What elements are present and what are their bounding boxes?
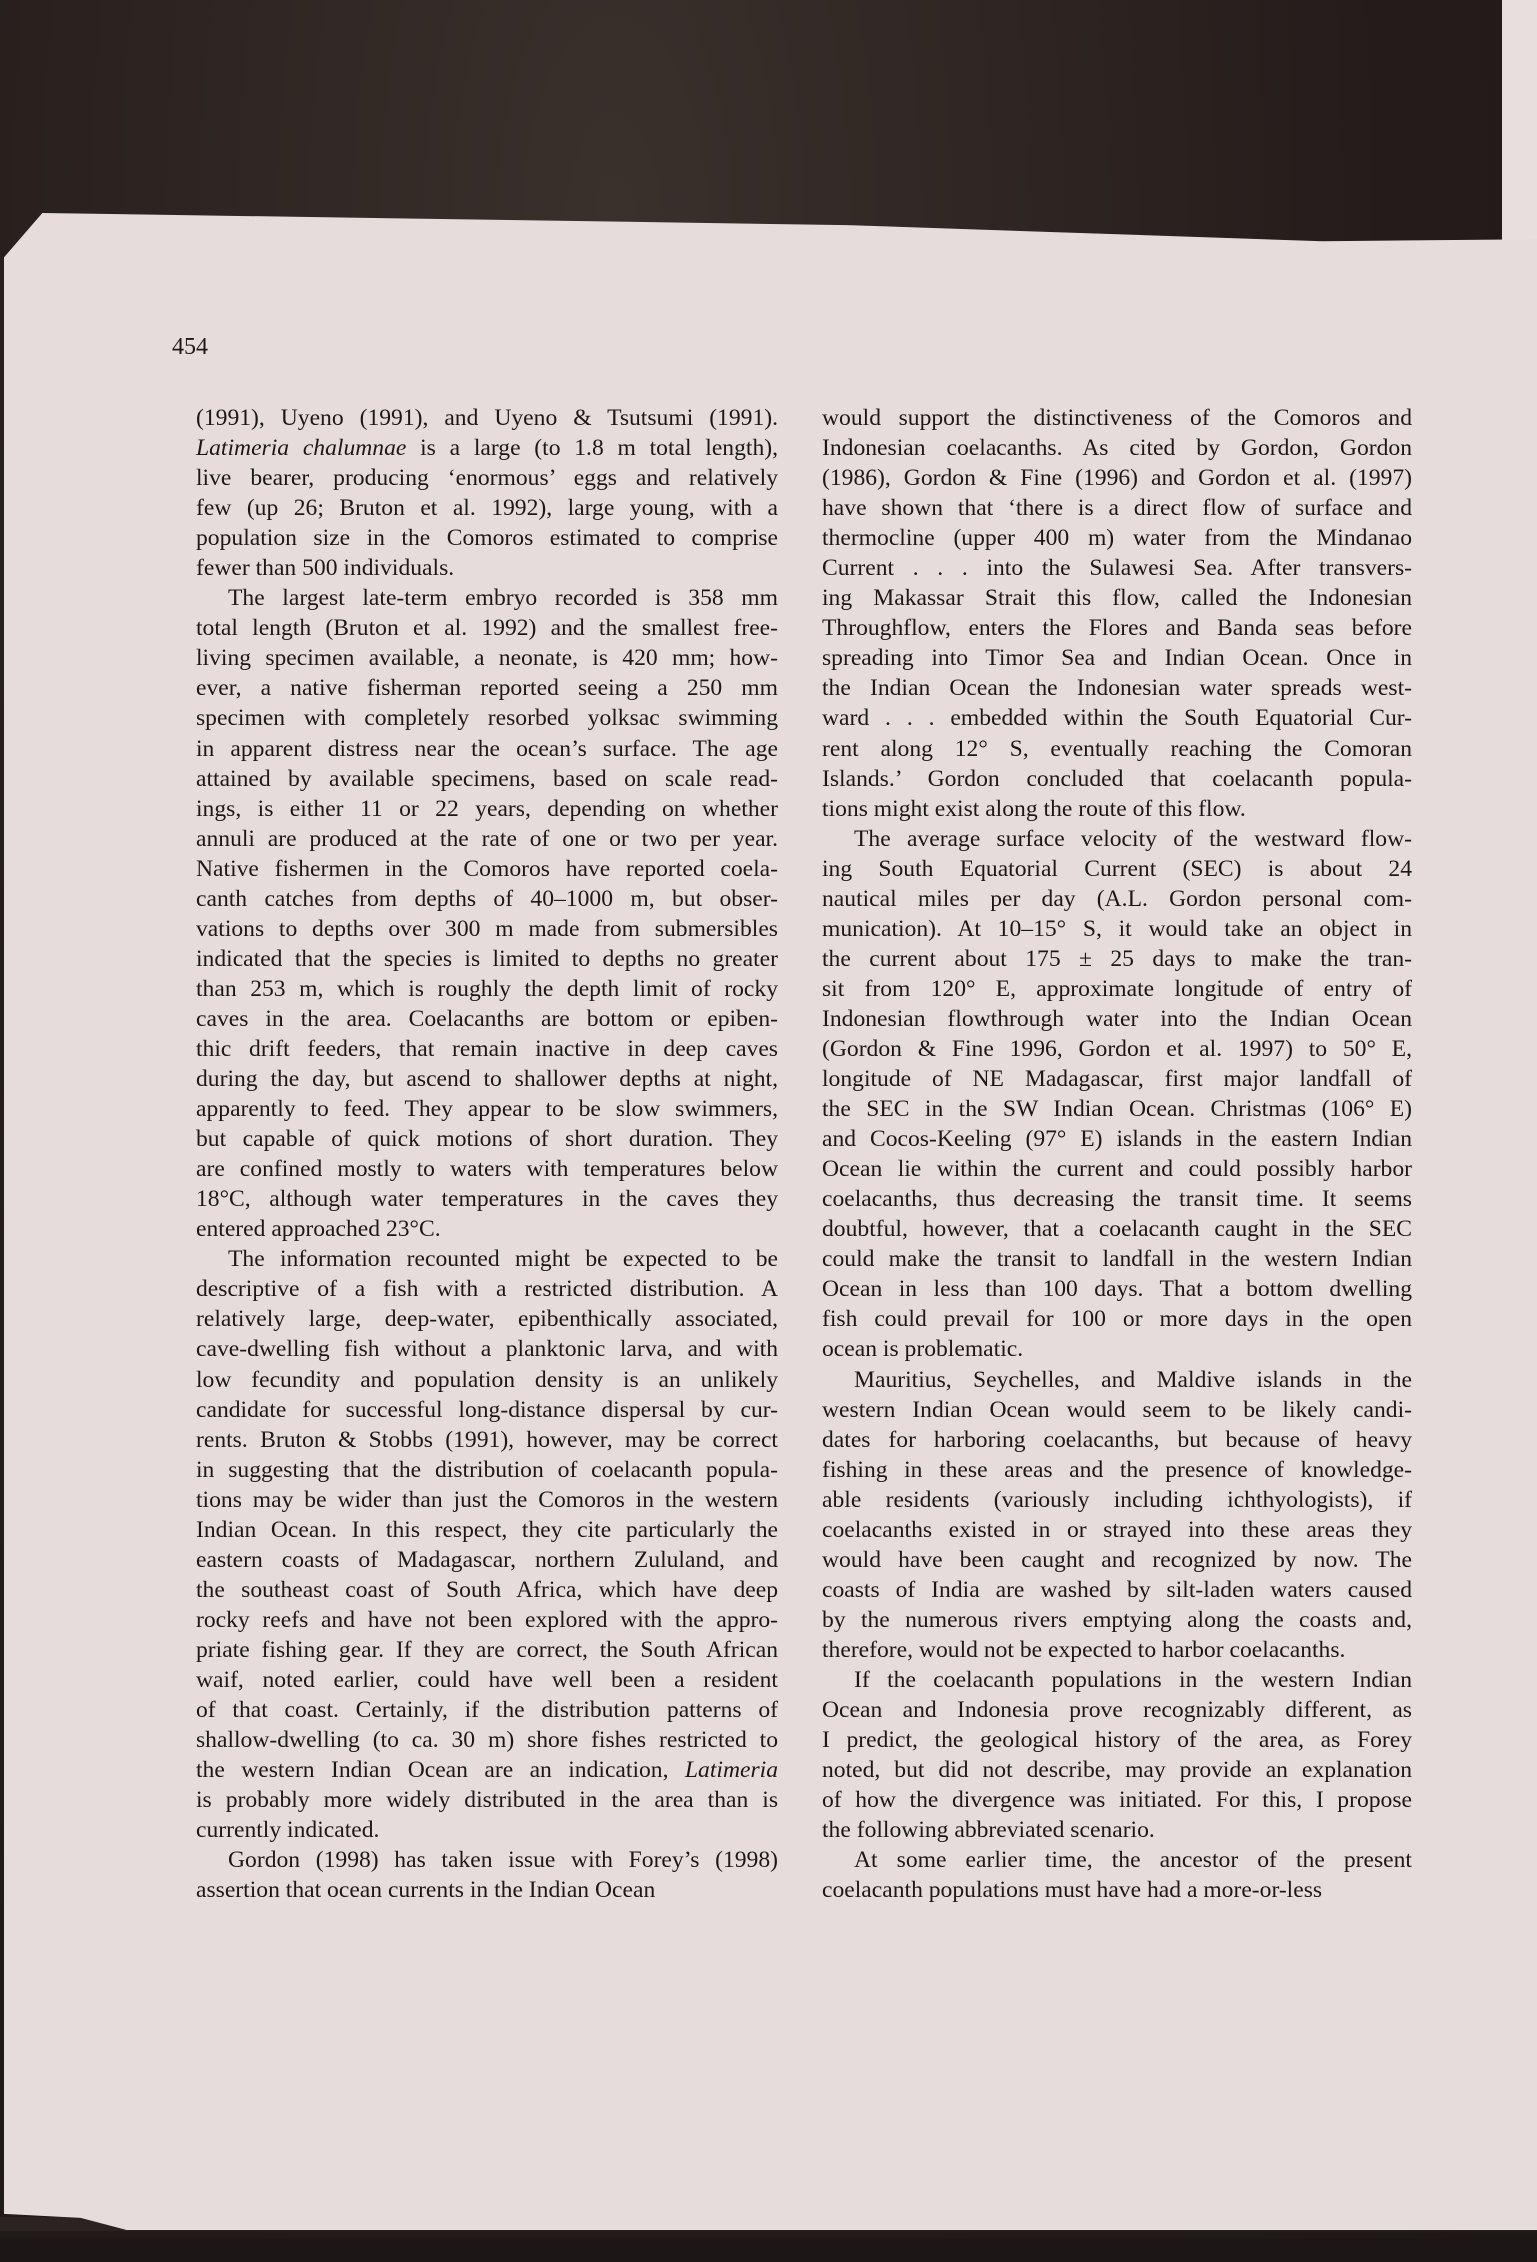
text-line: therefore, would not be expected to harbor coelacanths. [822,1636,1346,1663]
paragraph [822,1665,1412,1845]
text-line: Indonesian flowthrough water into the Indian Ocean [822,1005,1412,1032]
text-line: descriptive of a fish with a restricted distribution. A [196,1276,778,1303]
left-column [196,403,778,1905]
right-column [822,403,1412,1905]
text-line: thic drift feeders, that remain inactive in deep caves [196,1035,778,1062]
text-line [196,1755,778,1785]
text-line: coelacanths, thus decreasing the transit time. It seems [822,1186,1412,1213]
text-line: total length (Bruton et al. 1992) and the smallest free- [196,615,778,642]
text-line: by the numerous rivers emptying along the coasts and, [822,1606,1412,1633]
text-line: of that coast. Certainly, if the distribution patterns of [196,1697,778,1724]
text-line: specimen with completely resorbed yolksac swimming [196,705,778,732]
text-line: ocean is problematic. [822,1336,1024,1363]
text-line: Ocean lie within the current and could possibly harbor [822,1156,1412,1183]
text-line: fewer than 500 individuals. [196,555,455,582]
text-line: candidate for successful long-distance dispersal by cur- [196,1396,778,1423]
text-line: priate fishing gear. If they are correct, the South African [196,1636,778,1663]
text-line: If the coelacanth populations in the western Indian [854,1666,1412,1693]
text-line: able residents (variously including ichthyologists), if [822,1486,1412,1513]
text-line: fishing in these areas and the presence of knowledge- [822,1456,1412,1483]
text-line: are confined mostly to waters with temperatures below [196,1156,778,1183]
text-line: Islands.’ Gordon concluded that coelacanth popula- [822,765,1412,792]
text-line: low fecundity and population density is an unlikely [196,1366,778,1393]
text-line: rent along 12° S, eventually reaching the Comoran [822,735,1412,762]
text-line: the SEC in the SW Indian Ocean. Christmas (106° E) [822,1096,1412,1123]
text-line: would support the distinctiveness of the Comoros and [822,405,1412,431]
text-line: (Gordon & Fine 1996, Gordon et al. 1997) to 50° E, [822,1035,1412,1062]
text-line: few (up 26; Bruton et al. 1992), large young, with a [196,495,778,522]
paragraph [196,403,778,583]
text-line: have shown that ‘there is a direct flow of surface and [822,495,1412,522]
text-line: Throughflow, enters the Flores and Banda seas before [822,615,1412,642]
text-line: is probably more widely distributed in the area than is [196,1787,778,1814]
text-line: Ocean and Indonesia prove recognizably different, as [822,1697,1412,1724]
text-line: ing South Equatorial Current (SEC) is about 24 [822,855,1412,882]
text-line: the Indian Ocean the Indonesian water spreads west- [822,675,1412,702]
text-line: relatively large, deep-water, epibenthically associated, [196,1306,778,1333]
text-line: ever, a native fisherman reported seeing a 250 mm [196,675,778,702]
text-line: fish could prevail for 100 or more days in the open [822,1306,1412,1333]
paragraph [822,824,1412,1365]
text-line: the southeast coast of South Africa, which have deep [196,1576,778,1603]
text-line: in suggesting that the distribution of coelacanth popula- [196,1456,778,1483]
text-line: shallow-dwelling (to ca. 30 m) shore fishes restricted to [196,1727,778,1754]
text-line: doubtful, however, that a coelacanth caught in the SEC [822,1216,1412,1243]
text-line: annuli are produced at the rate of one or two per year. [196,825,778,852]
text-line: eastern coasts of Madagascar, northern Zululand, and [196,1546,778,1573]
text-line: nautical miles per day (A.L. Gordon personal com- [822,885,1412,912]
text-line: dates for harboring coelacanths, but because of heavy [822,1426,1412,1453]
paragraph [822,403,1412,824]
text-line: (1991), Uyeno (1991), and Uyeno & Tsutsumi (1991). [196,405,778,431]
paragraph [822,1365,1412,1665]
text-line: Indian Ocean. In this respect, they cite particularly the [196,1516,778,1543]
page-number: 454 [172,334,208,360]
text-line: (1986), Gordon & Fine (1996) and Gordon et al. (1997) [822,465,1412,492]
paragraph [196,1244,778,1845]
adjacent-page-edge [1502,0,1537,250]
paragraph [196,583,778,1244]
text-line: western Indian Ocean would seem to be likely candi- [822,1396,1412,1423]
text-line: sit from 120° E, approximate longitude of entry of [822,975,1412,1002]
text-line: than 253 m, which is roughly the depth limit of rocky [196,975,778,1002]
text-line: assertion that ocean currents in the Indian Ocean [196,1877,656,1904]
text-line: 18°C, although water temperatures in the caves they [196,1186,778,1213]
text-line: live bearer, producing ‘enormous’ eggs and relatively [196,465,778,492]
text-line: tions might exist along the route of this flow. [822,795,1246,822]
text-line: Native fishermen in the Comoros have reported coela- [196,855,778,882]
text-line: the current about 175 ± 25 days to make the tran- [822,945,1412,972]
text-line: vations to depths over 300 m made from submersibles [196,915,778,942]
text-line: I predict, the geological history of the area, as Forey [822,1727,1412,1754]
text-line: The largest late-term embryo recorded is 358 mm [228,585,778,612]
text-line: apparently to feed. They appear to be slow swimmers, [196,1096,778,1123]
text-line: thermocline (upper 400 m) water from the Mindanao [822,525,1412,552]
paragraph [196,1845,778,1905]
text-line: population size in the Comoros estimated to comprise [196,525,778,552]
text-line: waif, noted earlier, could have well been a resident [196,1666,778,1693]
text-line: indicated that the species is limited to depths no greater [196,945,778,972]
text-line: currently indicated. [196,1817,380,1844]
text-line: longitude of NE Madagascar, first major landfall of [822,1066,1412,1093]
text-line [196,433,778,463]
text-line: could make the transit to landfall in the western Indian [822,1246,1412,1273]
text-line: the following abbreviated scenario. [822,1817,1155,1844]
text-line: At some earlier time, the ancestor of the present [854,1847,1412,1874]
text-line: in apparent distress near the ocean’s surface. The age [196,735,778,762]
text-line: noted, but did not describe, may provide an explanation [822,1757,1412,1784]
text-line: The information recounted might be expected to be [228,1246,778,1273]
text-line: but capable of quick motions of short duration. They [196,1126,778,1153]
text-line: ward . . . embedded within the South Equatorial Cur- [822,705,1412,732]
text-line: coasts of India are washed by silt-laden waters caused [822,1576,1412,1603]
text-line: living specimen available, a neonate, is 420 mm; how- [196,645,778,672]
text-line: attained by available specimens, based on scale read- [196,765,778,792]
text-line: would have been caught and recognized by now. The [822,1546,1412,1573]
text-line: caves in the area. Coelacanths are bottom or epiben- [196,1005,778,1032]
species-name: Latimeria [684,1757,778,1784]
text-line: during the day, but ascend to shallower depths at night, [196,1066,778,1093]
text-line: ing Makassar Strait this flow, called the Indonesian [822,585,1412,612]
text-line: Ocean in less than 100 days. That a bottom dwelling [822,1276,1412,1303]
text-line: canth catches from depths of 40–1000 m, but obser- [196,885,778,912]
text-line: The average surface velocity of the westward flow- [854,825,1412,852]
text-line: Mauritius, Seychelles, and Maldive islands in the [854,1366,1412,1393]
text-line: rocky reefs and have not been explored with the appro- [196,1606,778,1633]
paragraph [822,1845,1412,1905]
text-line: spreading into Timor Sea and Indian Ocean. Once in [822,645,1412,672]
text-line: and Cocos-Keeling (97° E) islands in the eastern Indian [822,1126,1412,1153]
text-line: ings, is either 11 or 22 years, depending on whether [196,795,778,822]
text-line: Current . . . into the Sulawesi Sea. After transvers- [822,555,1412,582]
text-line: cave-dwelling fish without a planktonic larva, and with [196,1336,778,1363]
text-line: rents. Bruton & Stobbs (1991), however, may be correct [196,1426,778,1453]
text-line: entered approached 23°C. [196,1216,441,1243]
species-name: Latimeria chalumnae [196,435,407,462]
text-line: of how the divergence was initiated. For this, I propose [822,1787,1412,1814]
text-line: Gordon (1998) has taken issue with Forey’s (1998) [228,1847,778,1874]
text-line: coelacanths existed in or strayed into these areas they [822,1516,1412,1543]
text-line: tions may be wider than just the Comoros in the western [196,1486,778,1513]
text-line: coelacanth populations must have had a more-or-less [822,1877,1323,1904]
text-line: munication). At 10–15° S, it would take an object in [822,915,1412,942]
text-segment: the western Indian Ocean are an indication, [196,1757,685,1784]
text-segment: is a large (to 1.8 m total length), [406,435,779,462]
text-line: Indonesian coelacanths. As cited by Gordon, Gordon [822,435,1412,462]
page-stack-edge-lower [0,2238,1537,2262]
